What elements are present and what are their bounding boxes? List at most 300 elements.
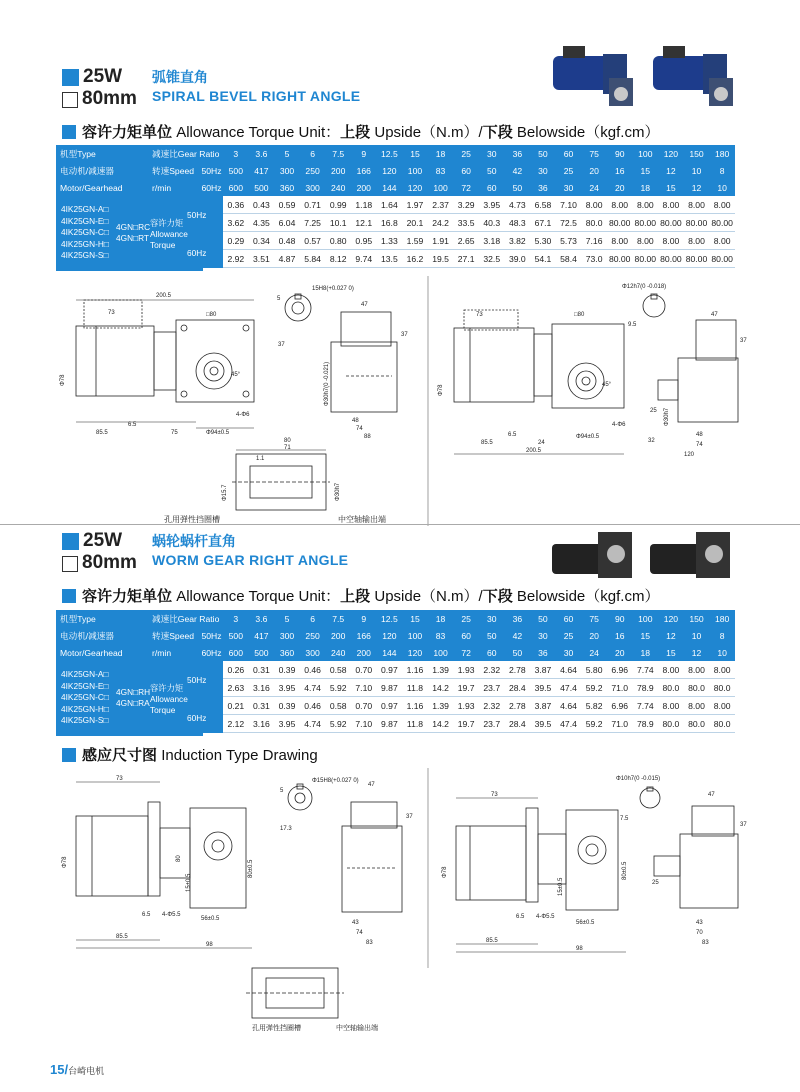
speed60-cell: 50	[505, 179, 531, 196]
torque-cell: 6.96	[607, 697, 633, 715]
speed60-cell: 300	[300, 644, 326, 661]
ratio-cell: 15	[402, 145, 428, 162]
torque-cell: 9.87	[377, 715, 403, 733]
torque-cell: 71.0	[607, 679, 633, 697]
dim-r-4phi6: 4-Φ6	[612, 422, 626, 428]
speed60-cell: 200	[351, 644, 377, 661]
torque-cell: 0.58	[325, 661, 351, 679]
dim2-80: 80	[176, 855, 182, 862]
speed50-cell: 500	[223, 162, 249, 179]
section2-header	[62, 530, 137, 574]
torque-cell: 0.57	[300, 232, 326, 250]
torque-cell: 1.93	[453, 697, 479, 715]
upside-en: Upside（N.m）/	[374, 124, 483, 141]
torque-cell: 28.4	[505, 715, 531, 733]
table2-header-ratio-row	[56, 610, 735, 627]
motor-label-en-2: Motor/Gearhead	[56, 644, 148, 661]
speed60-cell: 240	[325, 179, 351, 196]
torque-cell: 9.87	[377, 679, 403, 697]
dim-88: 88	[364, 434, 371, 440]
torque-label-en-2: Allowance Torque	[150, 694, 188, 715]
torque-cell: 2.32	[479, 697, 505, 715]
ratio-label: 减速比Gear Ratio	[148, 145, 223, 162]
worm-right-shaft-detail	[616, 776, 660, 822]
torque-cell: 8.00	[709, 196, 735, 214]
torque-cell: 2.12	[223, 715, 249, 733]
section3-title	[62, 744, 318, 765]
torque-cell: 0.70	[351, 661, 377, 679]
speed50-cell: 30	[530, 162, 556, 179]
torque-cell: 0.58	[325, 697, 351, 715]
speed60-cell: 12	[684, 179, 710, 196]
torque-cell: 0.48	[274, 232, 300, 250]
torque-cell: 80.00	[658, 250, 684, 268]
speed60-cell: 30	[556, 179, 582, 196]
torque-cell: 54.1	[530, 250, 556, 268]
torque-cell: 0.97	[377, 661, 403, 679]
speed60-cell: 72	[453, 179, 479, 196]
dim2-17-3: 17.3	[280, 826, 292, 832]
speed50-cell: 16	[607, 162, 633, 179]
speed60-cell: 10	[709, 644, 735, 661]
torque-cell: 1.64	[377, 196, 403, 214]
speed60-cell: 20	[607, 179, 633, 196]
below-cn: 下段	[482, 124, 513, 141]
unit-en-2: Allowance Torque Unit：	[176, 588, 341, 605]
speed60-cell: 50	[505, 644, 531, 661]
torque-cell: 73.0	[581, 250, 607, 268]
torque-cell: 5.92	[325, 679, 351, 697]
torque-cell: 80.00	[709, 214, 735, 232]
torque-cell: 1.59	[402, 232, 428, 250]
ratio-cell: 6	[300, 145, 326, 162]
torque-cell: 80.0	[658, 715, 684, 733]
torque-cell: 7.10	[556, 196, 582, 214]
torque-cell: 1.97	[402, 196, 428, 214]
torque-cell: 48.3	[505, 214, 531, 232]
row2-hz50: 50Hz	[187, 675, 207, 685]
torque-cell: 4.74	[300, 679, 326, 697]
dim2-r-98: 98	[576, 946, 583, 952]
ratio-cell: 18	[428, 610, 454, 627]
frame-marker	[62, 92, 78, 108]
ratio-cell: 18	[428, 145, 454, 162]
torque-cell: 0.21	[223, 697, 249, 715]
speed50-cell: 25	[556, 162, 582, 179]
torque-cell: 0.71	[300, 196, 326, 214]
speed50-cell: 42	[505, 162, 531, 179]
ratio-cell: 180	[709, 610, 735, 627]
torque-cell: 11.8	[402, 715, 428, 733]
ratio-cell: 180	[709, 145, 735, 162]
torque-cell: 3.29	[453, 196, 479, 214]
page-number: 15/	[50, 1062, 69, 1077]
dim2-73: 73	[116, 776, 123, 782]
torque-label-box	[150, 218, 203, 251]
unit-cn: 容许力矩单位	[82, 124, 173, 141]
speed60-cell: 36	[530, 179, 556, 196]
upside-cn-2: 上段	[340, 588, 371, 605]
speed60-cell: 30	[556, 644, 582, 661]
ratio-cell: 36	[505, 145, 531, 162]
torque-cell: 3.16	[249, 679, 275, 697]
torque-cell: 0.99	[325, 196, 351, 214]
ratio-cell: 100	[633, 610, 659, 627]
model-a-2: 4IK25GN-A□	[61, 669, 109, 679]
speed50-cell: 100	[402, 162, 428, 179]
dim-74: 74	[356, 426, 363, 432]
dim-r-74: 74	[696, 442, 703, 448]
torque-cell: 3.95	[274, 715, 300, 733]
speed60-cell: 20	[607, 644, 633, 661]
dim-phi94: Φ94±0.5	[206, 430, 230, 436]
bevel-motor-2	[653, 46, 733, 106]
speed60-cell: 72	[453, 644, 479, 661]
ratio-cell: 60	[556, 610, 582, 627]
torque-cell: 7.25	[300, 214, 326, 232]
speed60-cell: 100	[428, 644, 454, 661]
torque-cell: 4.35	[249, 214, 275, 232]
speed60-cell: 12	[684, 644, 710, 661]
torque-cell: 8.00	[658, 196, 684, 214]
torque-cell: 2.63	[223, 679, 249, 697]
section3-marker	[62, 748, 76, 762]
torque-cell: 80.00	[633, 214, 659, 232]
torque-cell: 0.43	[249, 196, 275, 214]
worm-motor-2	[650, 532, 730, 578]
torque-cell: 8.00	[607, 232, 633, 250]
row2-hz60: 60Hz	[187, 713, 207, 723]
dim-75: 75	[171, 430, 178, 436]
torque-cell: 40.3	[479, 214, 505, 232]
table-header-speed60-row	[56, 179, 735, 196]
dim-r-phi94: Φ94±0.5	[576, 434, 600, 440]
speed60-cell: 120	[402, 644, 428, 661]
torque-cell: 4.87	[274, 250, 300, 268]
dim-r-box80: □80	[574, 312, 585, 318]
torque-cell: 80.00	[658, 214, 684, 232]
dim-r-25: 25	[650, 408, 657, 414]
dim-phi30h7: Φ30h7(0 -0.021)	[324, 361, 330, 406]
dim-r-32: 32	[648, 438, 655, 444]
dim2-56: 56±0.5	[201, 916, 220, 922]
torque-cell: 8.00	[658, 661, 684, 679]
torque-cell: 2.37	[428, 196, 454, 214]
torque-cell: 19.7	[453, 679, 479, 697]
unit-cn-2: 容许力矩单位	[82, 588, 173, 605]
ratio-cell: 36	[505, 610, 531, 627]
torque-cell: 32.5	[479, 250, 505, 268]
torque-cell: 8.00	[684, 232, 710, 250]
torque-cell: 2.78	[505, 661, 531, 679]
torque-cell: 16.2	[402, 250, 428, 268]
speed60-cell: 144	[377, 179, 403, 196]
dim-73: 73	[108, 310, 115, 316]
note-circlip-groove: 孔用弹性挡圈槽	[164, 515, 220, 524]
speed50-cell: 12	[658, 162, 684, 179]
torque-cell: 10.1	[325, 214, 351, 232]
dim-r-24: 24	[538, 440, 545, 446]
dim2-r-47: 47	[708, 792, 715, 798]
torque-cell: 20.1	[402, 214, 428, 232]
speed60-cell: 600	[223, 644, 249, 661]
dim-71: 71	[284, 445, 291, 451]
torque-cell: 4.64	[556, 661, 582, 679]
torque-cell: 47.4	[556, 715, 582, 733]
speed50-cell: 16	[607, 627, 633, 644]
dim2-r-85-5: 85.5	[486, 938, 498, 944]
dim-r-47: 47	[711, 312, 718, 318]
speed50-cell: 8	[709, 627, 735, 644]
torque-cell: 67.1	[530, 214, 556, 232]
ratio-cell: 3	[223, 145, 249, 162]
torque-cell: 58.4	[556, 250, 582, 268]
torque-cell: 0.59	[274, 196, 300, 214]
row-hz60: 60Hz	[187, 248, 207, 258]
dim2-r-10h7: Φ10h7(0 -0.015)	[616, 776, 661, 782]
model-h: 4IK25GN-H□	[61, 238, 109, 249]
model-s: 4IK25GN-S□	[61, 250, 109, 260]
hz50-label-2: 50Hz	[200, 627, 223, 644]
torque-cell: 8.00	[633, 232, 659, 250]
dim2-r-4phi5-5: 4-Φ5.5	[536, 914, 555, 920]
torque-cell: 19.7	[453, 715, 479, 733]
speed50-cell: 500	[223, 627, 249, 644]
torque-cell: 8.00	[658, 232, 684, 250]
torque-cell: 3.62	[223, 214, 249, 232]
section2-en-title: WORM GEAR RIGHT ANGLE	[152, 552, 349, 568]
row-hz50: 50Hz	[187, 210, 207, 220]
torque-cell: 78.9	[633, 715, 659, 733]
note2-hollow-output: 中空轴输出端	[336, 1025, 378, 1032]
bevel-right-shaft-detail	[622, 284, 666, 328]
dim2-r-73: 73	[491, 792, 498, 798]
speed50-cell: 250	[300, 627, 326, 644]
speed60-cell: 36	[530, 644, 556, 661]
dim-r-85-5: 85.5	[481, 440, 493, 446]
dim-box80: □80	[206, 312, 217, 318]
torque-cell: 5.73	[556, 232, 582, 250]
torque-cell: 80.0	[658, 679, 684, 697]
dim-total-length: 200.5	[156, 293, 172, 299]
model-list	[61, 204, 109, 262]
motor-label-2: 电动机/减速器	[56, 627, 148, 644]
torque-cell: 5.82	[581, 697, 607, 715]
speed50-cell: 20	[581, 627, 607, 644]
speed50-cell: 60	[453, 162, 479, 179]
torque-cell: 8.00	[709, 661, 735, 679]
torque-cell: 3.82	[505, 232, 531, 250]
ratio-cell: 75	[581, 610, 607, 627]
model-c-2: 4IK25GN-C□	[61, 692, 109, 702]
gear-model-list	[116, 222, 150, 244]
speed60-cell: 15	[658, 179, 684, 196]
torque-cell: 5.30	[530, 232, 556, 250]
torque-cell: 28.4	[505, 679, 531, 697]
torque-label-2: 容许力矩	[150, 683, 184, 693]
worm-motor-photo	[540, 526, 750, 586]
torque-cell: 80.00	[607, 214, 633, 232]
torque-cell: 5.80	[581, 661, 607, 679]
torque-cell: 80.00	[684, 250, 710, 268]
speed60-cell: 200	[351, 179, 377, 196]
torque-cell: 1.16	[402, 697, 428, 715]
torque-cell: 7.10	[351, 679, 377, 697]
speed50-cell: 83	[428, 162, 454, 179]
dim2-r-7-5: 7.5	[620, 816, 629, 822]
torque-cell: 1.33	[377, 232, 403, 250]
torque-cell: 3.16	[249, 715, 275, 733]
torque-cell: 80.0	[709, 679, 735, 697]
model-s-2: 4IK25GN-S□	[61, 715, 109, 725]
torque-cell: 80.0	[581, 214, 607, 232]
ratio-cell: 150	[684, 145, 710, 162]
power-marker	[62, 69, 79, 86]
dim-6-5: 6.5	[128, 422, 137, 428]
dim2-98: 98	[206, 942, 213, 948]
speed-label: 转速Speed	[148, 162, 200, 179]
worm-model-box	[56, 665, 207, 736]
torque-cell: 27.1	[453, 250, 479, 268]
speed50-cell: 12	[658, 627, 684, 644]
bevel-model-box	[56, 200, 207, 271]
worm-right-side-view	[652, 792, 747, 946]
dim2-85-5: 85.5	[116, 934, 128, 940]
torque-cell: 9.74	[351, 250, 377, 268]
torque-cell: 80.00	[607, 250, 633, 268]
section2-cn-title: 蜗轮蜗杆直角	[152, 533, 236, 549]
torque-cell: 59.2	[581, 715, 607, 733]
ratio-cell: 30	[479, 610, 505, 627]
unit-marker-2	[62, 589, 76, 603]
torque-cell: 80.0	[684, 715, 710, 733]
ratio-cell: 120	[658, 145, 684, 162]
model-list-2	[61, 669, 109, 727]
upside-en-2: Upside（N.m）/	[374, 588, 483, 605]
section3-cn-title: 感应尺寸图	[82, 747, 158, 764]
worm-motor-1	[552, 532, 632, 578]
speed50-cell: 166	[351, 627, 377, 644]
torque-cell: 5.84	[300, 250, 326, 268]
power-label-2: 25W	[83, 530, 123, 551]
hz50-label: 50Hz	[200, 162, 223, 179]
dim-17-3: 37	[278, 342, 285, 348]
torque-cell: 1.16	[402, 661, 428, 679]
torque-cell: 6.58	[530, 196, 556, 214]
worm-shaft-detail	[280, 778, 359, 832]
ratio-cell: 120	[658, 610, 684, 627]
torque-cell: 19.5	[428, 250, 454, 268]
torque-cell: 8.00	[658, 697, 684, 715]
torque-cell: 80.0	[684, 679, 710, 697]
speed60-cell: 500	[249, 644, 275, 661]
power-label: 25W	[83, 66, 123, 87]
dim-85-5: 85.5	[96, 430, 108, 436]
hz60-label-2: 60Hz	[200, 644, 223, 661]
torque-cell: 0.34	[249, 232, 275, 250]
speed50-cell: 120	[377, 162, 403, 179]
ratio-cell: 12.5	[377, 145, 403, 162]
torque-cell: 5.92	[325, 715, 351, 733]
torque-cell: 80.00	[633, 250, 659, 268]
torque-cell: 8.00	[709, 232, 735, 250]
dim-48: 48	[352, 418, 359, 424]
torque-cell: 47.4	[556, 679, 582, 697]
torque-cell: 14.2	[428, 715, 454, 733]
bevel-side-view	[324, 302, 408, 440]
dim-45deg: 45°	[231, 372, 241, 378]
torque-cell: 2.65	[453, 232, 479, 250]
speed-unit-2: r/min	[148, 644, 200, 661]
torque-cell: 78.9	[633, 679, 659, 697]
table2-header-speed60-row	[56, 644, 735, 661]
dim2-80-0-5: 80±0.5	[248, 859, 254, 878]
table-header-ratio-row	[56, 145, 735, 162]
section3-en-title: Induction Type Drawing	[161, 747, 318, 764]
section1-unit-line	[62, 121, 659, 142]
dim-phi78: Φ78	[60, 374, 66, 386]
torque-cell: 0.70	[351, 697, 377, 715]
speed50-cell: 30	[530, 627, 556, 644]
ratio-cell: 75	[581, 145, 607, 162]
section1-header	[62, 66, 137, 110]
dim-r-45: 45°	[602, 382, 612, 388]
torque-cell: 0.31	[249, 697, 275, 715]
ratio-cell: 3.6	[249, 145, 275, 162]
speed50-cell: 200	[325, 627, 351, 644]
dim2-phi78: Φ78	[62, 856, 68, 868]
ratio-cell: 3	[223, 610, 249, 627]
torque-cell: 3.87	[530, 661, 556, 679]
torque-cell: 80.0	[709, 715, 735, 733]
bevel-drawing-right	[438, 310, 626, 454]
ratio-cell: 9	[351, 145, 377, 162]
note-hollow-output: 中空轴输出端	[338, 515, 386, 524]
torque-cell: 39.5	[530, 679, 556, 697]
torque-cell: 39.5	[530, 715, 556, 733]
ratio-cell: 50	[530, 145, 556, 162]
torque-cell: 8.00	[684, 697, 710, 715]
dim2-r-83: 83	[702, 940, 709, 946]
torque-cell: 6.04	[274, 214, 300, 232]
torque-cell: 2.92	[223, 250, 249, 268]
ratio-cell: 50	[530, 610, 556, 627]
speed60-cell: 144	[377, 644, 403, 661]
torque-cell: 7.74	[633, 661, 659, 679]
torque-cell: 2.78	[505, 697, 531, 715]
torque-cell: 0.36	[223, 196, 249, 214]
torque-cell: 0.39	[274, 661, 300, 679]
speed60-cell: 100	[428, 179, 454, 196]
model-a: 4IK25GN-A□	[61, 204, 109, 214]
dim2-6-5: 6.5	[142, 912, 151, 918]
torque-cell: 23.7	[479, 715, 505, 733]
dim2-r-25: 25	[652, 880, 659, 886]
model-h-2: 4IK25GN-H□	[61, 703, 109, 714]
gear-model-1: 4GN□RC	[116, 222, 151, 232]
bevel-motor-photo	[545, 42, 745, 114]
speed60-cell: 18	[633, 644, 659, 661]
torque-cell: 0.26	[223, 661, 249, 679]
torque-cell: 0.46	[300, 661, 326, 679]
torque-cell: 8.00	[581, 196, 607, 214]
torque-cell: 0.97	[377, 697, 403, 715]
torque-cell: 12.1	[351, 214, 377, 232]
torque-cell: 4.74	[300, 715, 326, 733]
speed50-cell: 8	[709, 162, 735, 179]
torque-cell: 7.16	[581, 232, 607, 250]
torque-label-en: Allowance Torque	[150, 229, 188, 250]
